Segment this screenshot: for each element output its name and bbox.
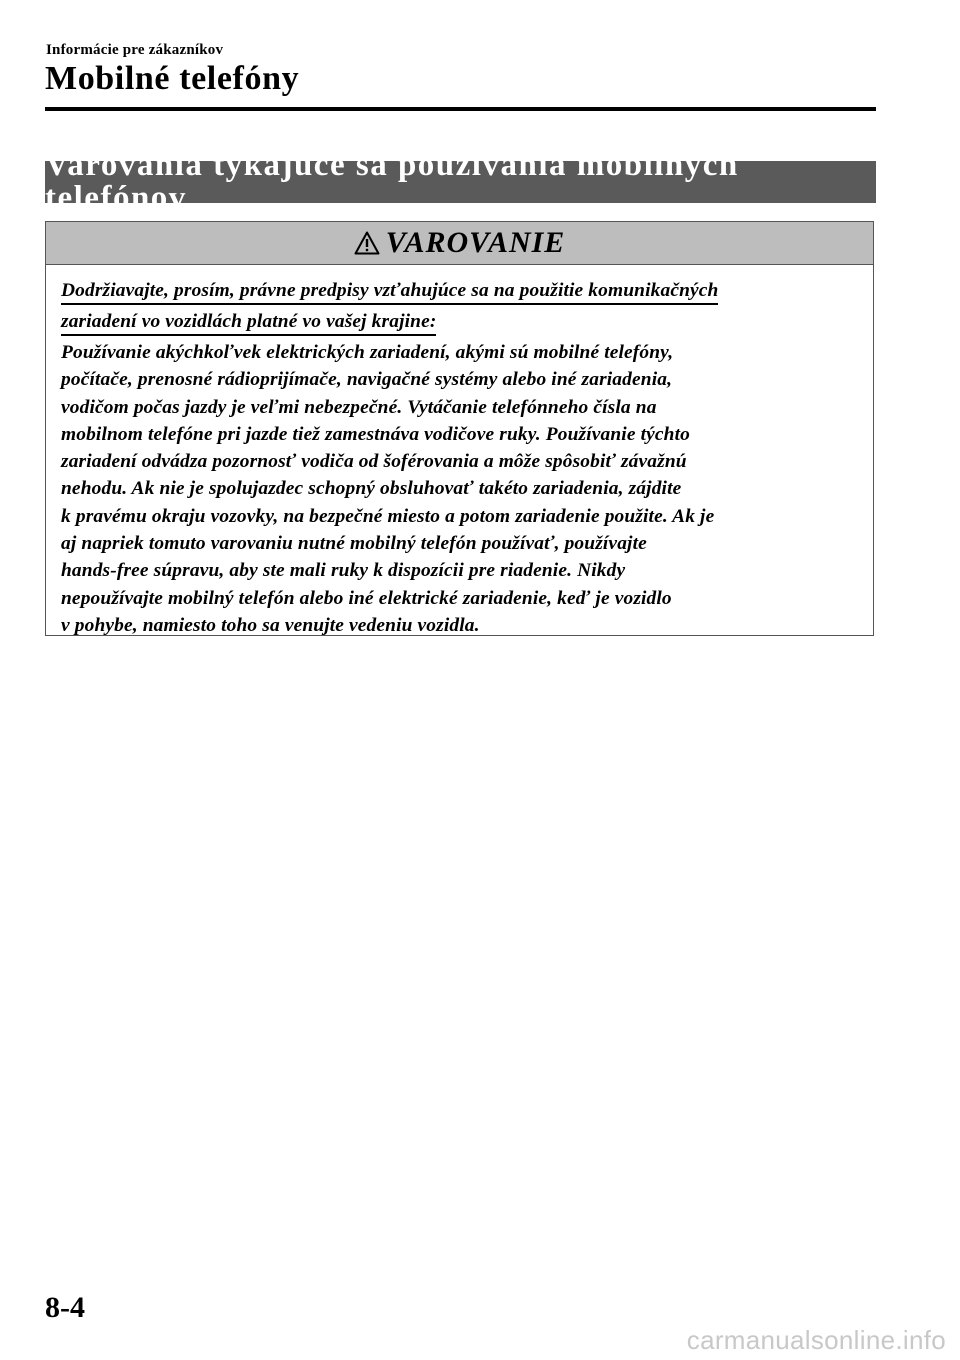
section-title: Varovania týkajúce sa používania mobilných telefónov — [45, 147, 739, 216]
warning-triangle-icon — [354, 231, 380, 255]
warning-text-line: Používanie akýchkoľvek elektrických zariadení, akými sú mobilné telefóny, — [61, 342, 674, 363]
section-title-banner — [45, 147, 876, 216]
watermark-link[interactable]: carmanualsonline.info — [686, 1325, 946, 1355]
warning-text-line: nepoužívajte mobilný telefón alebo iné elektrické zariadenie, keď je vozidlo — [61, 587, 672, 609]
warning-heading-text: Dodržiavajte, prosím, právne predpisy vzťahujúce sa na použitie komunikačných — [61, 279, 718, 305]
warning-text-line: mobilnom telefóne pri jazde tiež zamestnáva vodičove ruky. Používanie týchto — [61, 423, 690, 445]
breadcrumb: Informácie pre zákazníkov — [46, 42, 224, 58]
title-divider — [45, 107, 876, 111]
warning-text-line: hands-free súpravu, aby ste mali ruky k dispozícii pre riadenie. Nikdy — [61, 560, 626, 582]
warning-heading-text: zariadení vo vozidlách platné vo vašej krajine: — [61, 310, 436, 336]
warning-box — [45, 221, 874, 636]
warning-text-line: v pohybe, namiesto toho sa venujte vedeniu vozidla. — [61, 614, 480, 636]
warning-text-line: vodičom počas jazdy je veľmi nebezpečné. Vytáčanie telefónneho čísla na — [61, 396, 657, 418]
warning-body — [46, 265, 873, 639]
warning-label: VAROVANIE — [385, 226, 566, 259]
warning-text-line: nehodu. Ak nie je spolujazdec schopný obsluhovať takéto zariadenia, zájdite — [61, 478, 682, 500]
warning-heading-line — [61, 277, 857, 308]
warning-header — [46, 222, 873, 265]
warning-text-line: počítače, prenosné rádioprijímače, navigačné systémy alebo iné zariadenia, — [61, 369, 673, 391]
page-title: Mobilné telefóny — [45, 60, 300, 97]
warning-text-line: aj napriek tomuto varovaniu nutné mobilný telefón používať, používajte — [61, 533, 647, 555]
warning-text-line: k pravému okraju vozovky, na bezpečné miesto a potom zariadenie použite. Ak je — [61, 505, 715, 527]
page-number: 8-4 — [45, 1291, 85, 1324]
warning-heading-line — [61, 308, 857, 339]
warning-text-line: zariadení odvádza pozornosť vodiča od šoférovania a môže spôsobiť závažnú — [61, 451, 687, 473]
